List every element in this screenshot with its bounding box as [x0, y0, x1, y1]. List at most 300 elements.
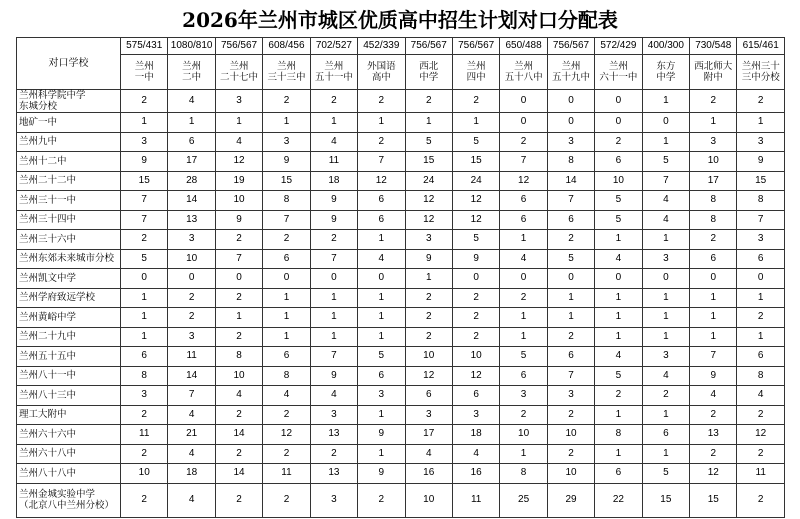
- table-cell: 5: [452, 230, 499, 250]
- table-row: [17, 171, 785, 191]
- table-row: [17, 366, 785, 386]
- row-school-name: [17, 483, 121, 517]
- row-school-name-line: 东城分校: [19, 101, 58, 112]
- table-cell: 2: [405, 90, 452, 113]
- table-cell: 6: [452, 386, 499, 406]
- table-cell: 15: [263, 171, 310, 191]
- row-school-name-line: 兰州八十三中: [19, 389, 77, 401]
- table-cell: 2: [690, 405, 737, 425]
- table-cell: 1: [642, 230, 689, 250]
- table-cell: 5: [452, 132, 499, 152]
- table-cell: 11: [310, 152, 357, 172]
- table-cell: 2: [737, 90, 784, 113]
- table-cell: 1: [595, 444, 642, 464]
- table-cell: 8: [737, 191, 784, 211]
- table-cell: 1: [405, 269, 452, 289]
- table-cell: 4: [405, 444, 452, 464]
- table-row: [17, 191, 785, 211]
- row-school-name-line: 兰州三十六中: [19, 233, 77, 245]
- table-cell: 1: [595, 405, 642, 425]
- table-cell: 2: [168, 288, 215, 308]
- table-cell: 7: [310, 347, 357, 367]
- table-cell: 0: [215, 269, 262, 289]
- table-row: [17, 327, 785, 347]
- column-school-name-line: 兰州: [514, 61, 534, 72]
- table-cell: 6: [168, 132, 215, 152]
- table-cell: 9: [215, 210, 262, 230]
- table-cell: 8: [215, 347, 262, 367]
- table-cell: 5: [642, 152, 689, 172]
- row-school-name-line: 兰州三十一中: [19, 194, 77, 206]
- table-cell: 1: [595, 288, 642, 308]
- table-cell: 0: [642, 269, 689, 289]
- table-cell: 0: [547, 269, 594, 289]
- column-school-name: [310, 55, 357, 90]
- table-cell: 10: [452, 347, 499, 367]
- table-row: [17, 152, 785, 172]
- table-cell: 8: [690, 210, 737, 230]
- column-school-name-line: 兰州: [561, 61, 581, 72]
- table-cell: 15: [690, 483, 737, 517]
- table-row: [17, 210, 785, 230]
- table-cell: 2: [405, 288, 452, 308]
- table-cell: 1: [500, 444, 547, 464]
- table-cell: 1: [500, 230, 547, 250]
- column-school-name-line: 兰州: [608, 61, 628, 72]
- table-cell: 1: [215, 113, 262, 133]
- table-cell: 7: [168, 386, 215, 406]
- table-cell: 7: [215, 249, 262, 269]
- table-cell: 6: [737, 347, 784, 367]
- table-cell: 9: [310, 210, 357, 230]
- table-cell: 22: [595, 483, 642, 517]
- column-school-name: [215, 55, 262, 90]
- row-school-name-line: 兰州九中: [19, 136, 58, 148]
- table-cell: 14: [168, 366, 215, 386]
- table-cell: 2: [737, 308, 784, 328]
- column-school-name: [737, 55, 784, 90]
- table-cell: 9: [737, 152, 784, 172]
- table-cell: 0: [500, 269, 547, 289]
- row-school-name: [17, 464, 121, 484]
- table-cell: 0: [595, 90, 642, 113]
- column-school-name: [121, 55, 168, 90]
- column-school-name-line: 西北: [419, 61, 439, 72]
- table-cell: 3: [690, 132, 737, 152]
- table-cell: 6: [500, 366, 547, 386]
- table-cell: 1: [358, 308, 405, 328]
- table-cell: 4: [310, 386, 357, 406]
- column-school-name-line: 二十七中: [220, 72, 259, 83]
- table-cell: 0: [595, 113, 642, 133]
- row-school-name: [17, 113, 121, 133]
- table-cell: 7: [121, 191, 168, 211]
- table-cell: 2: [500, 288, 547, 308]
- table-cell: 2: [121, 230, 168, 250]
- table-cell: 6: [358, 366, 405, 386]
- table-cell: 5: [547, 249, 594, 269]
- table-cell: 0: [595, 269, 642, 289]
- row-school-name-line: 兰州三十四中: [19, 214, 77, 226]
- row-school-name: [17, 132, 121, 152]
- table-cell: 2: [737, 444, 784, 464]
- column-school-name-line: 附中: [703, 72, 723, 83]
- table-cell: 10: [405, 347, 452, 367]
- column-school-name-line: 高中: [371, 72, 391, 83]
- table-cell: 5: [500, 347, 547, 367]
- column-school-name-line: 四中: [466, 72, 486, 83]
- column-school-name: [358, 55, 405, 90]
- table-cell: 0: [737, 269, 784, 289]
- table-cell: 3: [452, 405, 499, 425]
- column-score: 756/567: [452, 38, 499, 55]
- table-cell: 4: [215, 132, 262, 152]
- table-cell: 6: [405, 386, 452, 406]
- table-row: [17, 269, 785, 289]
- table-cell: 1: [737, 288, 784, 308]
- allocation-table: [16, 37, 785, 518]
- row-school-name-line: 兰州学府致远学校: [19, 292, 96, 304]
- column-school-name: [690, 55, 737, 90]
- row-school-name-line: 理工大附中: [19, 409, 67, 421]
- table-cell: 2: [310, 230, 357, 250]
- table-cell: 5: [595, 366, 642, 386]
- column-school-name: [642, 55, 689, 90]
- table-cell: 3: [737, 132, 784, 152]
- table-cell: 19: [215, 171, 262, 191]
- table-cell: 3: [168, 230, 215, 250]
- table-cell: 15: [642, 483, 689, 517]
- column-school-name-line: 兰州三十: [741, 61, 780, 72]
- table-cell: 0: [500, 113, 547, 133]
- table-cell: 3: [642, 347, 689, 367]
- table-cell: 10: [215, 366, 262, 386]
- column-school-name-line: 一中: [134, 72, 154, 83]
- table-cell: 9: [358, 425, 405, 445]
- column-score: 608/456: [263, 38, 310, 55]
- column-score: 575/431: [121, 38, 168, 55]
- table-cell: 8: [121, 366, 168, 386]
- table-cell: 9: [358, 464, 405, 484]
- table-cell: 1: [310, 308, 357, 328]
- row-school-name: [17, 366, 121, 386]
- table-cell: 2: [547, 405, 594, 425]
- table-cell: 3: [547, 386, 594, 406]
- table-cell: 2: [121, 483, 168, 517]
- row-school-name-line: 兰州十二中: [19, 155, 67, 167]
- header-name-row: [17, 55, 785, 90]
- table-cell: 0: [642, 113, 689, 133]
- table-cell: 4: [168, 90, 215, 113]
- table-cell: 17: [690, 171, 737, 191]
- row-school-name: [17, 425, 121, 445]
- table-cell: 12: [358, 171, 405, 191]
- table-cell: 9: [121, 152, 168, 172]
- column-score: 572/429: [595, 38, 642, 55]
- table-cell: 10: [168, 249, 215, 269]
- table-cell: 0: [500, 90, 547, 113]
- column-school-name-line: 三中分校: [741, 72, 780, 83]
- column-school-name-line: 五十八中: [504, 72, 543, 83]
- table-cell: 8: [263, 191, 310, 211]
- table-cell: 0: [547, 113, 594, 133]
- table-cell: 6: [642, 425, 689, 445]
- column-school-name: [547, 55, 594, 90]
- table-cell: 21: [168, 425, 215, 445]
- row-school-name-line: 兰州六十六中: [19, 428, 77, 440]
- table-cell: 4: [642, 366, 689, 386]
- table-cell: 9: [690, 366, 737, 386]
- table-cell: 0: [358, 269, 405, 289]
- table-cell: 15: [737, 171, 784, 191]
- table-row: [17, 444, 785, 464]
- table-cell: 2: [405, 308, 452, 328]
- row-school-name-line: 兰州东郊未来城市分校: [19, 253, 115, 265]
- table-cell: 10: [547, 425, 594, 445]
- table-cell: 1: [358, 444, 405, 464]
- table-cell: 12: [405, 366, 452, 386]
- table-cell: 2: [452, 90, 499, 113]
- table-cell: 1: [690, 288, 737, 308]
- table-cell: 10: [215, 191, 262, 211]
- table-cell: 2: [358, 483, 405, 517]
- table-cell: 4: [690, 386, 737, 406]
- column-school-name-line: 兰州: [466, 61, 486, 72]
- column-school-name: [168, 55, 215, 90]
- table-row: [17, 347, 785, 367]
- row-school-name: [17, 210, 121, 230]
- table-cell: 9: [263, 152, 310, 172]
- table-cell: 1: [690, 308, 737, 328]
- table-cell: 4: [642, 191, 689, 211]
- table-cell: 16: [405, 464, 452, 484]
- table-cell: 3: [121, 132, 168, 152]
- row-school-name-line: （北京八中兰州分校）: [19, 500, 115, 511]
- table-cell: 24: [405, 171, 452, 191]
- table-cell: 6: [121, 347, 168, 367]
- table-cell: 7: [690, 347, 737, 367]
- table-cell: 1: [121, 327, 168, 347]
- column-school-name: [263, 55, 310, 90]
- table-cell: 18: [310, 171, 357, 191]
- table-cell: 2: [263, 90, 310, 113]
- row-school-name: [17, 230, 121, 250]
- table-cell: 4: [168, 405, 215, 425]
- table-cell: 2: [452, 288, 499, 308]
- table-cell: 2: [690, 444, 737, 464]
- column-score: 756/567: [547, 38, 594, 55]
- row-school-name: [17, 347, 121, 367]
- table-cell: 2: [121, 90, 168, 113]
- table-cell: 4: [500, 249, 547, 269]
- table-cell: 2: [547, 444, 594, 464]
- table-cell: 2: [121, 405, 168, 425]
- column-school-name-line: 兰州: [134, 61, 154, 72]
- row-school-name: [17, 327, 121, 347]
- table-cell: 1: [405, 113, 452, 133]
- column-score: 650/488: [500, 38, 547, 55]
- row-school-name-line: 兰州二十九中: [19, 331, 77, 343]
- table-cell: 1: [358, 327, 405, 347]
- table-cell: 9: [310, 191, 357, 211]
- table-row: [17, 90, 785, 113]
- table-cell: 0: [547, 90, 594, 113]
- table-cell: 2: [310, 444, 357, 464]
- table-cell: 3: [168, 327, 215, 347]
- table-cell: 1: [642, 444, 689, 464]
- table-cell: 1: [263, 327, 310, 347]
- column-score: 1080/810: [168, 38, 215, 55]
- row-school-name: [17, 405, 121, 425]
- table-cell: 2: [595, 386, 642, 406]
- table-cell: 1: [358, 288, 405, 308]
- table-cell: 8: [263, 366, 310, 386]
- row-school-name-line: 兰州二十二中: [19, 175, 77, 187]
- table-cell: 0: [690, 269, 737, 289]
- table-cell: 12: [452, 191, 499, 211]
- table-cell: 2: [215, 444, 262, 464]
- table-cell: 3: [547, 132, 594, 152]
- table-cell: 1: [547, 308, 594, 328]
- table-cell: 7: [547, 366, 594, 386]
- table-cell: 6: [500, 191, 547, 211]
- table-cell: 14: [547, 171, 594, 191]
- table-cell: 3: [263, 132, 310, 152]
- table-cell: 0: [168, 269, 215, 289]
- table-cell: 15: [452, 152, 499, 172]
- table-cell: 4: [595, 249, 642, 269]
- table-cell: 3: [121, 386, 168, 406]
- table-cell: 10: [595, 171, 642, 191]
- table-cell: 12: [500, 171, 547, 191]
- table-cell: 1: [595, 327, 642, 347]
- table-cell: 6: [263, 347, 310, 367]
- table-cell: 4: [310, 132, 357, 152]
- table-cell: 2: [547, 230, 594, 250]
- table-cell: 17: [168, 152, 215, 172]
- table-cell: 5: [358, 347, 405, 367]
- table-cell: 29: [547, 483, 594, 517]
- table-cell: 1: [358, 113, 405, 133]
- table-cell: 4: [737, 386, 784, 406]
- table-cell: 12: [737, 425, 784, 445]
- table-cell: 3: [358, 386, 405, 406]
- table-cell: 15: [405, 152, 452, 172]
- table-cell: 14: [215, 425, 262, 445]
- column-school-name-line: 外国语: [367, 61, 396, 72]
- row-school-name: [17, 191, 121, 211]
- table-cell: 1: [358, 230, 405, 250]
- table-cell: 1: [121, 288, 168, 308]
- table-cell: 1: [642, 288, 689, 308]
- table-cell: 5: [121, 249, 168, 269]
- column-score: 452/339: [358, 38, 405, 55]
- table-cell: 6: [358, 191, 405, 211]
- table-row: [17, 249, 785, 269]
- row-school-name-line: 兰州五十五中: [19, 350, 77, 362]
- table-cell: 2: [358, 132, 405, 152]
- table-cell: 3: [405, 405, 452, 425]
- column-school-name-line: 兰州: [229, 61, 249, 72]
- table-cell: 0: [263, 269, 310, 289]
- table-cell: 2: [737, 405, 784, 425]
- row-school-name-line: 兰州黄峪中学: [19, 311, 77, 323]
- table-cell: 1: [310, 288, 357, 308]
- table-cell: 4: [642, 210, 689, 230]
- table-cell: 1: [737, 327, 784, 347]
- table-cell: 12: [452, 366, 499, 386]
- table-cell: 11: [168, 347, 215, 367]
- table-cell: 2: [737, 483, 784, 517]
- row-school-name: [17, 386, 121, 406]
- table-cell: 3: [642, 249, 689, 269]
- row-school-name-line: 兰州六十八中: [19, 448, 77, 460]
- column-score: 756/567: [405, 38, 452, 55]
- table-cell: 5: [405, 132, 452, 152]
- table-cell: 6: [690, 249, 737, 269]
- table-cell: 11: [452, 483, 499, 517]
- table-cell: 7: [737, 210, 784, 230]
- table-cell: 12: [405, 210, 452, 230]
- table-row: [17, 113, 785, 133]
- table-cell: 1: [121, 308, 168, 328]
- table-cell: 0: [452, 269, 499, 289]
- table-cell: 2: [215, 327, 262, 347]
- column-score: 756/567: [215, 38, 262, 55]
- table-cell: 2: [690, 90, 737, 113]
- table-cell: 5: [595, 210, 642, 230]
- table-cell: 6: [595, 464, 642, 484]
- table-cell: 3: [310, 483, 357, 517]
- row-school-name: [17, 152, 121, 172]
- table-cell: 2: [215, 405, 262, 425]
- row-school-name-line: 兰州科学院中学: [19, 90, 86, 101]
- table-cell: 6: [737, 249, 784, 269]
- table-cell: 2: [500, 132, 547, 152]
- row-school-name: [17, 90, 121, 113]
- column-school-name: [405, 55, 452, 90]
- table-cell: 10: [121, 464, 168, 484]
- table-cell: 4: [263, 386, 310, 406]
- table-cell: 12: [215, 152, 262, 172]
- table-cell: 1: [263, 288, 310, 308]
- table-cell: 8: [500, 464, 547, 484]
- table-cell: 4: [168, 483, 215, 517]
- table-cell: 25: [500, 483, 547, 517]
- table-cell: 18: [452, 425, 499, 445]
- table-cell: 7: [642, 171, 689, 191]
- row-school-name: [17, 444, 121, 464]
- table-cell: 10: [500, 425, 547, 445]
- table-cell: 1: [263, 308, 310, 328]
- table-cell: 1: [642, 405, 689, 425]
- table-cell: 1: [642, 308, 689, 328]
- table-cell: 7: [121, 210, 168, 230]
- table-cell: 8: [737, 366, 784, 386]
- column-school-name-line: 兰州: [276, 61, 296, 72]
- column-school-name: [452, 55, 499, 90]
- table-cell: 6: [595, 152, 642, 172]
- table-cell: 10: [690, 152, 737, 172]
- table-cell: 14: [168, 191, 215, 211]
- table-row: [17, 405, 785, 425]
- table-cell: 3: [215, 90, 262, 113]
- table-cell: 1: [737, 113, 784, 133]
- table-cell: 13: [168, 210, 215, 230]
- table-cell: 12: [405, 191, 452, 211]
- table-cell: 6: [500, 210, 547, 230]
- table-cell: 4: [358, 249, 405, 269]
